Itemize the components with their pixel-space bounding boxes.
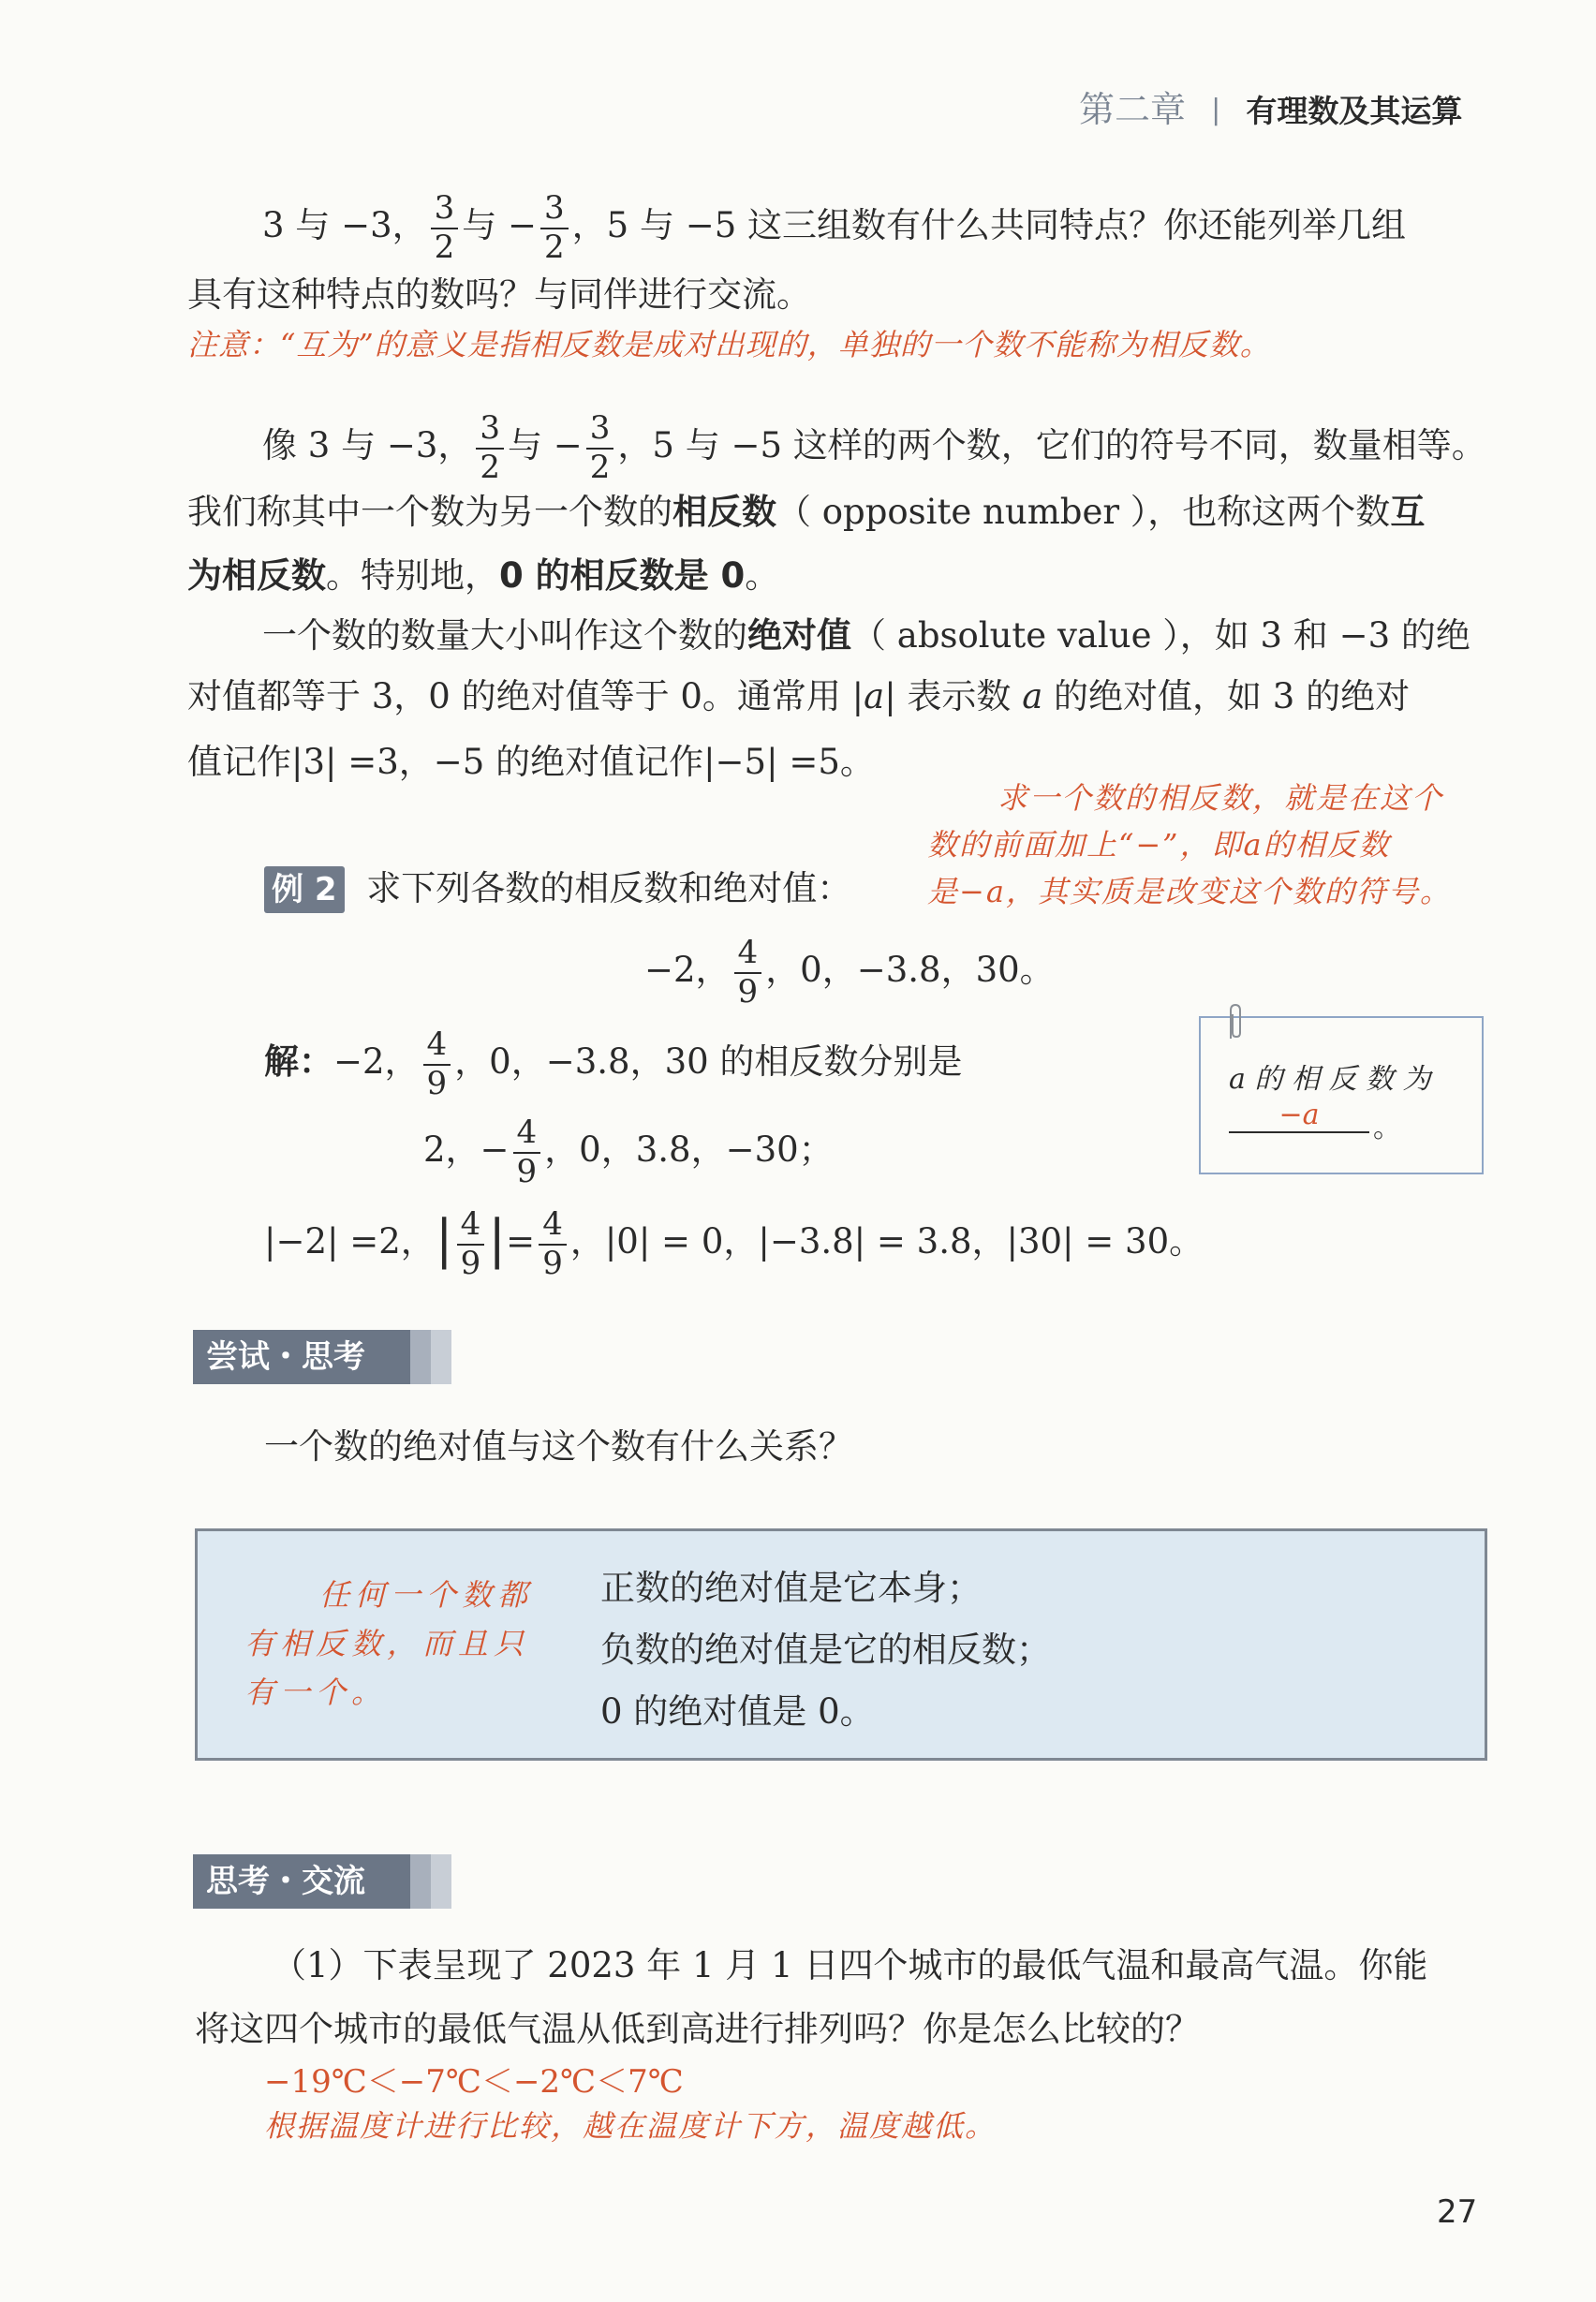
- denominator: 2: [589, 448, 611, 486]
- para3-line1: [262, 615, 1470, 656]
- fill-in-prompt: a 的 相 反 数 为: [1229, 1063, 1431, 1096]
- text: 。: [745, 555, 780, 596]
- numerator: 4: [734, 937, 762, 974]
- page-number: 27: [1437, 2193, 1478, 2231]
- abs-bar-left: |: [435, 1209, 453, 1271]
- numerator: 4: [423, 1028, 451, 1066]
- numerator: 3: [586, 412, 614, 450]
- fraction: [734, 934, 762, 1011]
- denominator: 9: [737, 972, 759, 1011]
- handwritten-note-box-l3: 有一个。: [244, 1675, 388, 1710]
- try-think-question: 一个数的绝对值与这个数有什么关系？: [264, 1426, 853, 1467]
- fraction: [476, 409, 504, 486]
- term-opposite-number: 相反数: [672, 492, 776, 532]
- term-zero-opposite: 0 的相反数是 0: [499, 555, 746, 596]
- numerator: 4: [457, 1208, 485, 1246]
- example-heading: [264, 868, 852, 908]
- fraction: [586, 409, 614, 486]
- text: −2，: [333, 1041, 420, 1083]
- text: 的绝对值，如 3 的绝对: [1042, 676, 1411, 716]
- running-header: [1079, 81, 1462, 132]
- handwritten-note-box-l1: 任何一个数都: [319, 1577, 534, 1613]
- para2-line1: [262, 409, 1486, 486]
- paperclip-icon: [1225, 1003, 1246, 1044]
- denominator: 2: [434, 228, 455, 266]
- term-mutual: 互: [1390, 492, 1426, 532]
- text: 。特别地，: [326, 555, 499, 596]
- text: 对值都等于 3，0 的绝对值等于 0。通常用 |: [187, 676, 864, 716]
- handwritten-answer-reason: 根据温度计进行比较，越在温度计下方，温度越低。: [264, 2108, 998, 2144]
- fraction: [513, 1116, 541, 1188]
- header-separator: |: [1211, 94, 1221, 126]
- text: ，0，−3.8，30 的相反数分别是: [454, 1041, 963, 1083]
- para1-line2: 具有这种特点的数吗？与同伴进行交流。: [187, 274, 811, 315]
- para1-text-b: 与 −: [462, 205, 538, 246]
- text: 我们称其中一个数为另一个数的: [187, 492, 672, 532]
- text: −2，: [644, 950, 731, 991]
- text: |−2| =2，: [264, 1221, 436, 1262]
- para2-line3: [187, 555, 780, 596]
- para1-text-c: ，5 与 −5 这三组数有什么共同特点？你还能列举几组: [571, 205, 1407, 246]
- fraction: [431, 189, 459, 266]
- discuss-line2: 将这四个城市的最低气温从低到高进行排列吗？你是怎么比较的？: [195, 2009, 1200, 2049]
- denominator: 2: [480, 448, 501, 486]
- text: （ opposite number ），也称这两个数: [776, 492, 1391, 532]
- absolute-value-rules-box: [195, 1528, 1487, 1761]
- para3-line3: 值记作|3| =3，−5 的绝对值记作|−5| =5。: [187, 742, 875, 782]
- solution-line1: [264, 1028, 962, 1100]
- handwritten-note-line1: 求一个数的相反数，就是在这个: [998, 780, 1444, 816]
- para1-text-a: 3 与 −3，: [262, 205, 427, 246]
- denominator: 9: [460, 1244, 481, 1282]
- denominator: 9: [516, 1152, 538, 1190]
- term-absolute-value: 绝对值: [747, 615, 851, 656]
- variable-a: a: [864, 676, 885, 716]
- rule-negative: 负数的绝对值是它的相反数；: [600, 1630, 1051, 1670]
- para3-line2: [187, 676, 1411, 716]
- numerator: 3: [431, 192, 459, 229]
- numerator: 4: [539, 1208, 567, 1246]
- para2-text-a: 像 3 与 −3，: [262, 425, 473, 466]
- fraction: [539, 1205, 567, 1282]
- para2-text-c: ，5 与 −5 这样的两个数，它们的符号不同，数量相等。: [617, 425, 1486, 466]
- chapter-title: 有理数及其运算: [1246, 93, 1463, 129]
- term-mutual-opposite: 为相反数: [187, 555, 326, 596]
- variable-a: a: [1022, 676, 1043, 716]
- solution-line2: [423, 1116, 834, 1188]
- text: ，0，3.8，−30；: [544, 1129, 834, 1171]
- fill-in-box: [1199, 1016, 1484, 1174]
- fill-in-answer: −a: [1229, 1099, 1369, 1133]
- handwritten-note-box-l2: 有相反数，而且只: [244, 1626, 530, 1661]
- section-tab-think-discuss: 思考・交流: [193, 1854, 451, 1909]
- para2-line2: [187, 492, 1426, 532]
- para2-text-b: 与 −: [508, 425, 583, 466]
- denominator: 9: [542, 1244, 563, 1282]
- para1-line1: [262, 189, 1407, 266]
- denominator: 9: [426, 1064, 448, 1102]
- text: | 表示数: [884, 676, 1023, 716]
- text: （ absolute value ），如 3 和 −3 的绝: [851, 615, 1470, 656]
- fraction: [457, 1205, 485, 1282]
- rule-zero: 0 的绝对值是 0。: [600, 1691, 875, 1732]
- solution-line3: [264, 1205, 1204, 1282]
- solution-label: 解：: [264, 1041, 333, 1083]
- section-tab-try-think: 尝试・思考: [193, 1330, 451, 1384]
- discuss-line1: （1）下表呈现了 2023 年 1 月 1 日四个城市的最低气温和最高气温。你能: [272, 1945, 1428, 1985]
- handwritten-note-line2: 数的前面加上“−”，即a的相反数: [927, 827, 1391, 863]
- text: 一个数的数量大小叫作这个数的: [262, 615, 747, 656]
- fraction: [423, 1028, 451, 1100]
- numerator: 4: [513, 1116, 541, 1154]
- example-prompt: 求下列各数的相反数和绝对值：: [366, 868, 852, 908]
- text: ，|0| = 0，|−3.8| = 3.8，|30| = 30。: [569, 1221, 1204, 1262]
- numerator: 3: [540, 192, 569, 229]
- denominator: 2: [544, 228, 565, 266]
- rule-positive: 正数的绝对值是它本身；: [600, 1568, 982, 1608]
- handwritten-answer-order: −19℃＜−7℃＜−2℃＜7℃: [264, 2063, 684, 2101]
- numerator: 3: [476, 412, 504, 450]
- fill-in-period: 。: [1373, 1112, 1401, 1144]
- handwritten-note-line3: 是−a，其实质是改变这个数的符号。: [927, 874, 1452, 909]
- abs-bar-right: |: [488, 1209, 507, 1271]
- example-label: 例 2: [264, 866, 345, 913]
- chapter-label: 第二章: [1079, 89, 1187, 130]
- text: 2，−: [423, 1129, 510, 1171]
- text: =: [506, 1221, 536, 1262]
- handwritten-note-mutual: 注意：“互为”的意义是指相反数是成对出现的，单独的一个数不能称为相反数。: [187, 327, 1271, 362]
- fraction: [540, 189, 569, 266]
- text: ，0，−3.8，30。: [765, 950, 1055, 991]
- example-number-list: [644, 934, 1055, 1011]
